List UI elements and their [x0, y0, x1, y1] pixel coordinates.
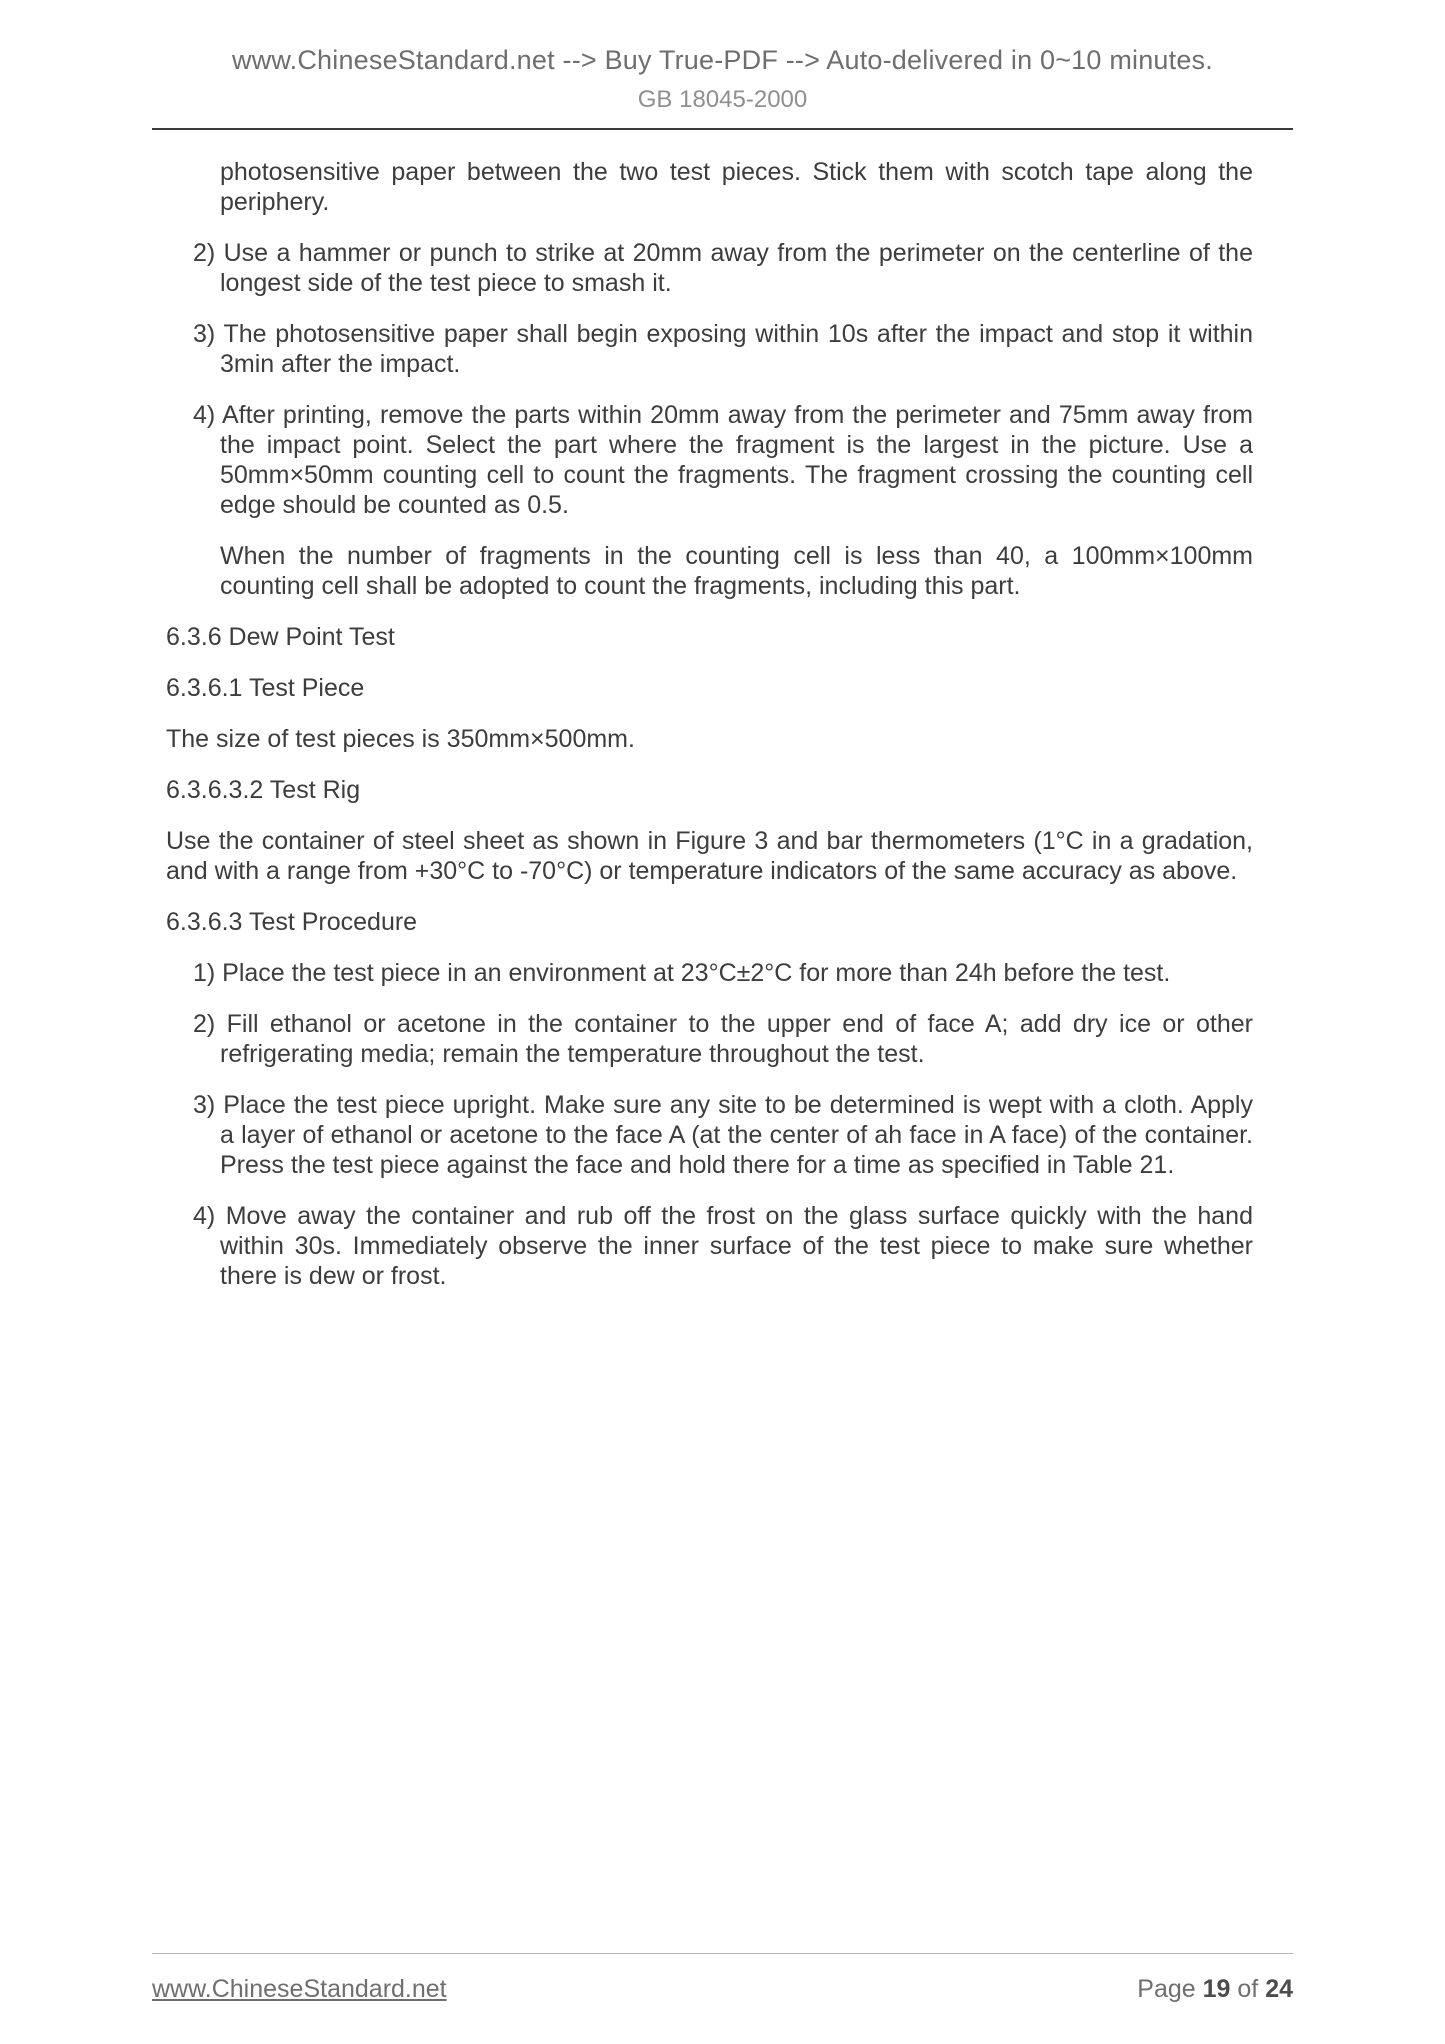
test-rig-paragraph: Use the container of steel sheet as shown in Figure 3 and bar thermometers (1°C in a gradation, and with a range from +30°C to -70°C) or temperature indicators of the same accuracy as above. — [166, 827, 1253, 886]
page-word: Page — [1137, 1975, 1196, 2003]
list-continuation-paragraph: photosensitive paper between the two test pieces. Stick them with scotch tape along the periphery. — [220, 158, 1253, 217]
document-body — [152, 130, 1293, 1312]
of-word: of — [1237, 1975, 1259, 2003]
fragment-count-note: When the number of fragments in the counting cell is less than 40, a 100mm×100mm counting cell shall be adopted to count the fragments, including this part. — [220, 542, 1253, 601]
section-heading-dew-point-test: 6.3.6 Dew Point Test — [166, 623, 395, 652]
procedure-item-2: 2) Fill ethanol or acetone in the container to the upper end of face A; add dry ice or other refrigerating media; remain the temperature throughout the test. — [193, 1010, 1253, 1069]
page-header — [152, 44, 1293, 130]
section-heading-test-rig: 6.3.6.3.2 Test Rig — [166, 776, 361, 805]
procedure-item-1: 1) Place the test piece in an environment at 23°C±2°C for more than 24h before the test. — [193, 959, 1171, 988]
document-number: GB 18045-2000 — [637, 86, 808, 114]
section-heading-test-piece: 6.3.6.1 Test Piece — [166, 674, 365, 703]
footer-divider — [152, 1953, 1293, 1954]
page-footer — [152, 1953, 1293, 2044]
section-heading-test-procedure: 6.3.6.3 Test Procedure — [166, 908, 418, 937]
test-piece-size-paragraph: The size of test pieces is 350mm×500mm. — [166, 725, 635, 754]
page-current-number: 19 — [1202, 1975, 1231, 2003]
procedure-item-3: 3) Place the test piece upright. Make sure any site to be determined is wept with a cloth. Apply a layer of ethanol or acetone to the face A (at the center of ah face in A face) of the container. Press the test piece against the face and hold there for a time as specified in Table 21. — [193, 1091, 1253, 1180]
page-total-number: 24 — [1265, 1975, 1293, 2003]
smash-test-item-2: 2) Use a hammer or punch to strike at 20mm away from the perimeter on the centerline of the longest side of the test piece to smash it. — [193, 239, 1253, 298]
smash-test-item-4: 4) After printing, remove the parts within 20mm away from the perimeter and 75mm away from the impact point. Select the part where the fragment is the largest in the picture. Use a 50mm×50mm counting cell to count the fragments. The fragment crossing the counting cell edge should be counted as 0.5. — [193, 401, 1253, 520]
page-indicator — [1137, 1974, 1293, 2004]
header-promo-text: www.ChineseStandard.net --> Buy True-PDF --> Auto-delivered in 0~10 minutes. — [232, 45, 1213, 75]
procedure-item-4: 4) Move away the container and rub off the frost on the glass surface quickly with the hand within 30s. Immediately observe the inner surface of the test piece to make sure whether there is dew or frost. — [193, 1202, 1253, 1291]
footer-site-link[interactable]: www.ChineseStandard.net — [152, 1975, 447, 2003]
smash-test-item-3: 3) The photosensitive paper shall begin exposing within 10s after the impact and stop it within 3min after the impact. — [193, 320, 1253, 379]
